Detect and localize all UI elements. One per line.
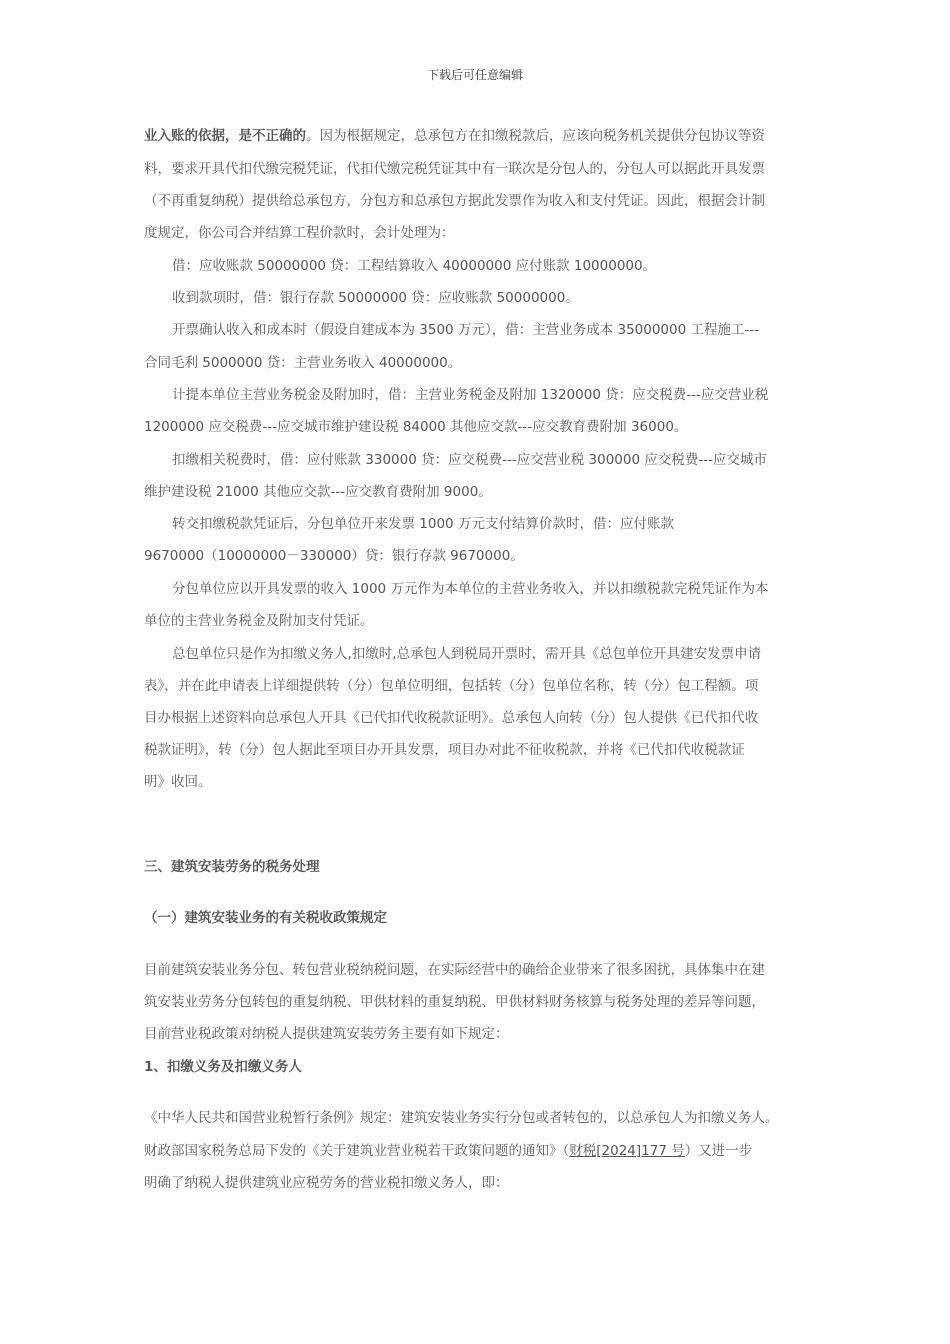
item-1-heading: 1、扣缴义务及扣缴义务人 (144, 1059, 302, 1075)
para1-line2: 料，要求开具代扣代缴完税凭证，代扣代缴完税凭证其中有一联次是分包人的，分包人可以据此开具发票 (144, 161, 765, 177)
entry-3-line2: 合同毛利 5000000 贷：主营业务收入 40000000。 (144, 355, 462, 371)
entry-4-line2: 1200000 应交税费---应交城市维护建设税 84000 其他应交款---应交教育费附加 36000。 (144, 419, 688, 435)
entry-5-line2: 维护建设税 21000 其他应交款---应交教育费附加 9000。 (144, 484, 492, 500)
entry-2: 收到款项时，借：银行存款 50000000 贷：应收账款 50000000。 (172, 290, 579, 306)
para2-line5: 明》收回。 (144, 774, 212, 790)
entry-6-line1: 转交扣缴税款凭证后，分包单位开来发票 1000 万元支付结算价款时，借：应付账款 (172, 516, 674, 532)
policy-document-link[interactable]: 财税[2024]177 号 (569, 1143, 685, 1159)
entry-7-line1: 分包单位应以开具发票的收入 1000 万元作为本单位的主营业务收入，并以扣缴税款完税凭证作为本 (172, 581, 769, 597)
para2-line1: 总包单位只是作为扣缴义务人,扣缴时,总承包人到税局开票时，需开具《总包单位开具建安发票申请 (172, 646, 762, 662)
subsection-1-heading: （一）建筑安装业务的有关税收政策规定 (144, 910, 387, 926)
para3-line3: 目前营业税政策对纳税人提供建筑安装劳务主要有如下规定： (144, 1026, 509, 1042)
entry-4-line1: 计提本单位主营业务税金及附加时，借：主营业务税金及附加 1320000 贷：应交税费---应交营业税 (172, 387, 769, 403)
para1-line3: （不再重复纳税）提供给总承包方，分包方和总承包方据此发票作为收入和支付凭证。因此，根据会计制 (144, 193, 765, 209)
entry-7-line2: 单位的主营业务税金及附加支付凭证。 (144, 613, 374, 629)
para3-line2: 筑安装业劳务分包转包的重复纳税、甲供材料的重复纳税、甲供材料财务核算与税务处理的差异等问题， (144, 994, 765, 1010)
entry-6-line2: 9670000（10000000－330000）贷：银行存款 9670000。 (144, 548, 524, 564)
para1-line4: 度规定，你公司合并结算工程价款时，会计处理为： (144, 225, 455, 241)
bold-lead: 业入账的依据，是不正确的 (144, 128, 306, 144)
entry-1: 借：应收账款 50000000 贷：工程结算收入 40000000 应付账款 10000000。 (172, 258, 657, 274)
entry-5-line1: 扣缴相关税费时，借：应付账款 330000 贷：应交税费---应交营业税 300000 应交税费---应交城市 (172, 452, 767, 468)
page-header: 下载后可任意编辑 (426, 68, 523, 82)
para2-line4: 税款证明》，转（分）包人据此至项目办开具发票，项目办对此不征收税款，并将《已代扣代收税款证 (144, 742, 745, 758)
para4-line1: 《中华人民共和国营业税暂行条例》规定：建筑安装业务实行分包或者转包的，以总承包人为扣缴义务人。 (144, 1110, 779, 1126)
para1-line1: 业入账的依据，是不正确的。因为根据规定，总承包方在扣缴税款后，应该向税务机关提供分包协议等资 (144, 128, 765, 144)
section-3-heading: 三、建筑安装劳务的税务处理 (144, 859, 320, 875)
para3-line1: 目前建筑安装业务分包、转包营业税纳税问题，在实际经营中的确给企业带来了很多困扰，具体集中在建 (144, 962, 765, 978)
para2-line3: 目办根据上述资料向总承包人开具《已代扣代收税款证明》。总承包人向转（分）包人提供《已代扣代收 (144, 710, 759, 726)
para2-line2: 表》，并在此申请表上详细提供转（分）包单位明细，包括转（分）包单位名称，转（分）包工程额。项 (144, 678, 759, 694)
para4-line2: 财政部国家税务总局下发的《关于建筑业营业税若干政策问题的通知》（财税[2024]177 号）又进一步 (144, 1143, 753, 1159)
para4-line3: 明确了纳税人提供建筑业应税劳务的营业税扣缴义务人，即： (144, 1175, 509, 1191)
entry-3-line1: 开票确认收入和成本时（假设自建成本为 3500 万元），借：主营业务成本 35000000 工程施工--- (172, 322, 760, 338)
